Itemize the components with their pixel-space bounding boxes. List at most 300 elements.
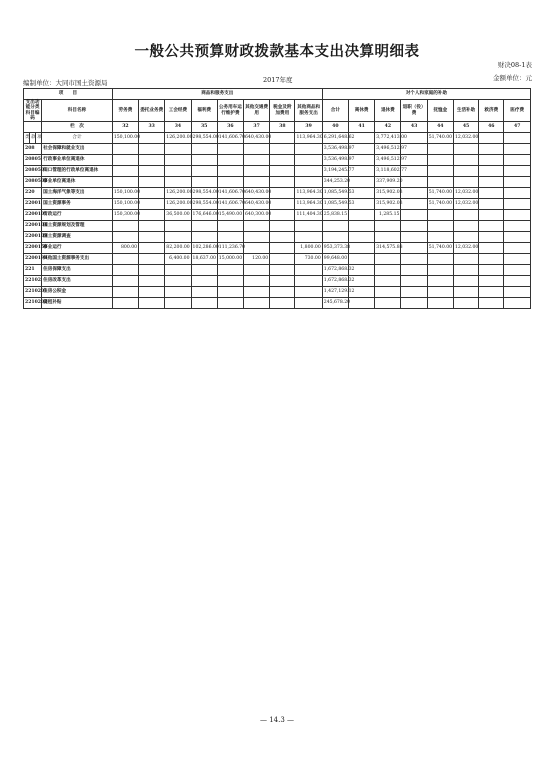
amount-cell: [427, 155, 453, 166]
amount-cell: [112, 232, 138, 243]
table-row: [24, 276, 531, 287]
amount-cell: [244, 155, 270, 166]
amount-cell: 315,902.03: [375, 199, 401, 210]
amount-cell: 3,194,245.77: [322, 166, 348, 177]
amount-cell: [139, 144, 165, 155]
amount-cell: [217, 144, 243, 155]
amount-cell: [165, 155, 191, 166]
col-header: 工会经费: [165, 100, 191, 122]
amount-cell: [244, 243, 270, 254]
amount-cell: 126,200.00: [165, 188, 191, 199]
table-row: [24, 188, 531, 199]
table-row: [24, 133, 531, 144]
amount-cell: [479, 298, 504, 309]
amount-cell: [270, 265, 295, 276]
amount-cell: 141,606.70: [217, 199, 243, 210]
col-number: 36: [217, 122, 243, 133]
amount-cell: 15,490.00: [217, 210, 243, 221]
amount-cell: [427, 254, 453, 265]
amount-cell: [427, 298, 453, 309]
amount-cell: 12,032.00: [453, 243, 478, 254]
amount-cell: [453, 166, 478, 177]
amount-cell: [139, 232, 165, 243]
amount-cell: 3,536,498.97: [322, 144, 348, 155]
table-row: [24, 232, 531, 243]
amount-cell: [349, 254, 375, 265]
col-header: 抚恤金: [427, 100, 453, 122]
table-row: [24, 254, 531, 265]
amount-cell: [453, 265, 478, 276]
page-number: — 14.3 —: [259, 716, 295, 724]
table-row: [24, 155, 531, 166]
function-code: 2210202: [24, 298, 42, 309]
amount-cell: [112, 155, 138, 166]
table-row: [24, 177, 531, 188]
amount-cell: [479, 188, 504, 199]
amount-cell: [139, 155, 165, 166]
amount-cell: 120.00: [244, 254, 270, 265]
amount-cell: [270, 166, 295, 177]
amount-cell: [217, 232, 243, 243]
function-code: 22102: [24, 276, 42, 287]
amount-cell: [453, 177, 478, 188]
col-header: 委托业务费: [139, 100, 165, 122]
amount-cell: [349, 177, 375, 188]
amount-cell: [270, 298, 295, 309]
col-number: 47: [504, 122, 531, 133]
amount-cell: [244, 177, 270, 188]
amount-cell: [217, 166, 243, 177]
function-code: 20805: [24, 155, 42, 166]
amount-cell: 245,678.20: [322, 298, 348, 309]
amount-cell: 640,300.00: [244, 210, 270, 221]
amount-cell: 126,200.00: [165, 199, 191, 210]
amount-cell: [112, 287, 138, 298]
amount-cell: [479, 199, 504, 210]
amount-cell: [139, 210, 165, 221]
amount-cell: 113,964.30: [295, 188, 322, 199]
function-code: 2210201: [24, 287, 42, 298]
amount-cell: 51,740.00: [427, 199, 453, 210]
amount-cell: [191, 232, 217, 243]
amount-cell: [504, 287, 531, 298]
amount-cell: [375, 254, 401, 265]
function-code: 22001: [24, 199, 42, 210]
form-code: 财决08-1表: [497, 61, 532, 69]
amount-cell: [217, 221, 243, 232]
col-number: 38: [270, 122, 295, 133]
function-code: 2200104: [24, 221, 42, 232]
amount-cell: [295, 144, 322, 155]
col-number: 44: [427, 122, 453, 133]
amount-cell: [295, 298, 322, 309]
amount-cell: [479, 232, 504, 243]
amount-cell: [504, 155, 531, 166]
amount-cell: [217, 155, 243, 166]
amount-cell: [139, 243, 165, 254]
amount-cell: 150,100.00: [112, 133, 138, 144]
amount-cell: [139, 199, 165, 210]
amount-cell: [401, 276, 427, 287]
amount-cell: [112, 276, 138, 287]
amount-cell: [112, 265, 138, 276]
amount-cell: [295, 177, 322, 188]
col-header: 其他商品和服务支出: [295, 100, 322, 122]
function-code: 2200101: [24, 210, 42, 221]
amount-cell: [479, 221, 504, 232]
table-row: [24, 221, 531, 232]
amount-cell: 113,964.30: [295, 133, 322, 144]
amount-cell: [479, 243, 504, 254]
amount-cell: [504, 254, 531, 265]
amount-cell: [270, 232, 295, 243]
amount-cell: [217, 287, 243, 298]
amount-cell: [349, 210, 375, 221]
function-code: 2200150: [24, 243, 42, 254]
amount-cell: 126,200.00: [165, 133, 191, 144]
amount-cell: 111,404.30: [295, 210, 322, 221]
amount-cell: [504, 276, 531, 287]
col-header: 退职（役）费: [401, 100, 427, 122]
subject-name: 住房保障支出: [42, 265, 113, 276]
amount-cell: [349, 298, 375, 309]
amount-cell: 298,554.00: [191, 188, 217, 199]
amount-cell: 730.00: [295, 254, 322, 265]
amount-cell: 3,496,512.97: [375, 144, 401, 155]
col-header: 公务用车运行维护费: [217, 100, 243, 122]
amount-cell: [244, 166, 270, 177]
amount-cell: [139, 287, 165, 298]
amount-cell: [453, 155, 478, 166]
amount-cell: 1,672,868.32: [322, 276, 348, 287]
amount-cell: [191, 144, 217, 155]
amount-cell: [244, 276, 270, 287]
col-header: 合计: [322, 100, 348, 122]
amount-cell: [479, 177, 504, 188]
amount-cell: 99,648.00: [322, 254, 348, 265]
amount-cell: [191, 221, 217, 232]
amount-cell: [427, 144, 453, 155]
header-row-groups: [24, 89, 531, 100]
amount-cell: [165, 166, 191, 177]
amount-cell: [244, 221, 270, 232]
amount-cell: [191, 166, 217, 177]
amount-cell: [401, 287, 427, 298]
amount-cell: 150,300.00: [112, 210, 138, 221]
amount-cell: [191, 177, 217, 188]
col-number: 39: [295, 122, 322, 133]
amount-cell: [427, 177, 453, 188]
amount-cell: [139, 254, 165, 265]
amount-cell: [112, 254, 138, 265]
amount-cell: [191, 265, 217, 276]
reporting-organization: 编制单位：大同市国土资源局: [23, 79, 108, 87]
amount-cell: [504, 221, 531, 232]
amount-cell: 102,286.00: [191, 243, 217, 254]
amount-cell: 315,902.03: [375, 188, 401, 199]
function-code: 2080502: [24, 177, 42, 188]
table-row: [24, 166, 531, 177]
amount-cell: [479, 133, 504, 144]
table-row: [24, 210, 531, 221]
amount-cell: [244, 144, 270, 155]
amount-cell: 150,100.00: [112, 188, 138, 199]
header-row-columns: [24, 100, 531, 122]
amount-cell: [244, 265, 270, 276]
amount-cell: [479, 166, 504, 177]
subject-name: 国土海洋气象等支出: [42, 188, 113, 199]
amount-cell: 12,032.00: [453, 133, 478, 144]
amount-cell: [165, 276, 191, 287]
col-number: 32: [112, 122, 138, 133]
col-header: 生活补助: [453, 100, 478, 122]
table-row: [24, 287, 531, 298]
amount-cell: [295, 287, 322, 298]
amount-cell: [244, 287, 270, 298]
amount-cell: [139, 166, 165, 177]
amount-cell: [427, 210, 453, 221]
amount-cell: [191, 276, 217, 287]
amount-cell: 150,100.00: [112, 199, 138, 210]
subject-name: 事业单位离退休: [42, 177, 113, 188]
amount-cell: [427, 232, 453, 243]
amount-cell: [479, 144, 504, 155]
amount-cell: 3,536,498.97: [322, 155, 348, 166]
col-number: 43: [401, 122, 427, 133]
col-header: 退休费: [375, 100, 401, 122]
subject-name: 事业运行: [42, 243, 113, 254]
col-number: 41: [349, 122, 375, 133]
col-header: 医疗费: [504, 100, 531, 122]
amount-cell: [479, 265, 504, 276]
col-number: 45: [453, 122, 478, 133]
amount-cell: [295, 265, 322, 276]
subject-name: 提租补贴: [42, 298, 113, 309]
project-header: 项 目: [24, 89, 113, 100]
amount-cell: [191, 287, 217, 298]
report-year: 2017年度: [263, 76, 293, 84]
amount-cell: [270, 287, 295, 298]
amount-cell: [165, 298, 191, 309]
amount-cell: 640,430.00: [244, 199, 270, 210]
function-code: 2200199: [24, 254, 42, 265]
total-label: 合计: [42, 133, 113, 144]
amount-cell: 82,200.00: [165, 243, 191, 254]
amount-cell: [504, 166, 531, 177]
amount-cell: [453, 232, 478, 243]
amount-cell: [453, 221, 478, 232]
amount-cell: [191, 298, 217, 309]
amount-cell: [504, 265, 531, 276]
amount-cell: 113,964.30: [295, 199, 322, 210]
column-number-row: [24, 122, 531, 133]
amount-cell: 1,085,549.53: [322, 199, 348, 210]
function-code: 221: [24, 265, 42, 276]
subject-name: 国土资源事务: [42, 199, 113, 210]
amount-cell: 1,285.15: [375, 210, 401, 221]
amount-cell: [479, 155, 504, 166]
amount-cell: 6,400.00: [165, 254, 191, 265]
amount-cell: [375, 221, 401, 232]
amount-cell: [191, 155, 217, 166]
amount-cell: [504, 243, 531, 254]
amount-cell: [401, 199, 427, 210]
amount-cell: [270, 133, 295, 144]
amount-cell: 51,740.00: [427, 188, 453, 199]
amount-cell: 111,236.70: [217, 243, 243, 254]
col-number: 33: [139, 122, 165, 133]
amount-cell: 3,496,512.97: [375, 155, 401, 166]
amount-cell: [139, 221, 165, 232]
amount-cell: [165, 287, 191, 298]
amount-cell: [139, 265, 165, 276]
amount-cell: [270, 199, 295, 210]
amount-cell: [375, 276, 401, 287]
amount-cell: 1,085,549.53: [322, 188, 348, 199]
amount-cell: [139, 276, 165, 287]
amount-cell: [165, 144, 191, 155]
amount-cell: [479, 276, 504, 287]
col-number: 34: [165, 122, 191, 133]
amount-cell: 51,740.00: [427, 243, 453, 254]
subject-name: 行政运行: [42, 210, 113, 221]
amount-cell: [349, 243, 375, 254]
amount-cell: [401, 221, 427, 232]
amount-cell: [112, 144, 138, 155]
goods-services-group-header: 商品和服务支出: [112, 89, 322, 100]
amount-cell: [401, 254, 427, 265]
amount-cell: [322, 232, 348, 243]
amount-cell: [270, 144, 295, 155]
amount-cell: 18,637.00: [191, 254, 217, 265]
amount-cell: [479, 210, 504, 221]
amount-cell: 141,606.70: [217, 133, 243, 144]
col-header: 劳务费: [112, 100, 138, 122]
amount-cell: [504, 210, 531, 221]
amount-cell: 298,554.00: [191, 199, 217, 210]
amount-cell: 344,253.20: [322, 177, 348, 188]
amount-cell: [401, 210, 427, 221]
column-number-label: 栏 次: [42, 122, 113, 133]
table-row: [24, 298, 531, 309]
amount-cell: [270, 221, 295, 232]
amount-cell: [270, 188, 295, 199]
amount-cell: 1,427,129.12: [322, 287, 348, 298]
amount-cell: [427, 287, 453, 298]
amount-cell: [453, 298, 478, 309]
amount-unit: 金额单位：元: [493, 74, 532, 82]
amount-cell: [401, 298, 427, 309]
subject-name: 国土资源调查: [42, 232, 113, 243]
amount-cell: [217, 276, 243, 287]
classification-marker-kuan: 款: [30, 133, 36, 144]
amount-cell: [295, 276, 322, 287]
amount-cell: [427, 276, 453, 287]
amount-cell: 800.00: [112, 243, 138, 254]
amount-cell: [401, 243, 427, 254]
amount-cell: 51,740.00: [427, 133, 453, 144]
amount-cell: [295, 221, 322, 232]
amount-cell: [139, 298, 165, 309]
amount-cell: 12,032.00: [453, 188, 478, 199]
amount-cell: [217, 298, 243, 309]
function-code: 220: [24, 188, 42, 199]
classification-marker-lei: 类: [24, 133, 30, 144]
amount-cell: [270, 210, 295, 221]
amount-cell: [165, 265, 191, 276]
col-number: 37: [244, 122, 270, 133]
classification-marker-xiang: 项: [36, 133, 42, 144]
amount-cell: [165, 221, 191, 232]
amount-cell: [139, 133, 165, 144]
amount-cell: [453, 254, 478, 265]
subject-name-header: 科目名称: [42, 100, 113, 122]
amount-cell: [504, 188, 531, 199]
amount-cell: 640,430.00: [244, 133, 270, 144]
amount-cell: [504, 232, 531, 243]
amount-cell: [270, 177, 295, 188]
amount-cell: [322, 221, 348, 232]
amount-cell: [504, 133, 531, 144]
amount-cell: [165, 232, 191, 243]
amount-cell: [504, 177, 531, 188]
amount-cell: [427, 166, 453, 177]
subject-name: 其他国土资源事务支出: [42, 254, 113, 265]
col-header: 救济费: [479, 100, 504, 122]
function-code: 208: [24, 144, 42, 155]
amount-cell: [427, 265, 453, 276]
amount-cell: [349, 221, 375, 232]
subject-name: 住房改革支出: [42, 276, 113, 287]
amount-cell: [244, 298, 270, 309]
amount-cell: [270, 276, 295, 287]
amount-cell: [504, 199, 531, 210]
function-code: 2200109: [24, 232, 42, 243]
col-header: 其他交通费用: [244, 100, 270, 122]
amount-cell: [112, 177, 138, 188]
amount-cell: 6,291,648.62: [322, 133, 348, 144]
subject-name: 国土资源规划及管理: [42, 221, 113, 232]
amount-cell: 141,606.70: [217, 188, 243, 199]
amount-cell: [112, 221, 138, 232]
amount-cell: [375, 298, 401, 309]
amount-cell: [349, 232, 375, 243]
table-row: [24, 199, 531, 210]
subject-name: 行政事业单位离退休: [42, 155, 113, 166]
amount-cell: [295, 166, 322, 177]
function-code-header: 支出功能分类科目编码: [24, 100, 42, 122]
amount-cell: [375, 232, 401, 243]
amount-cell: 314,575.88: [375, 243, 401, 254]
amount-cell: [270, 254, 295, 265]
col-number: 46: [479, 122, 504, 133]
amount-cell: [401, 232, 427, 243]
amount-cell: [375, 265, 401, 276]
amount-cell: [453, 144, 478, 155]
table-row: [24, 243, 531, 254]
amount-cell: [139, 188, 165, 199]
amount-cell: 12,032.00: [453, 199, 478, 210]
amount-cell: [165, 177, 191, 188]
amount-cell: 953,373.38: [322, 243, 348, 254]
amount-cell: 3,772,413.00: [375, 133, 401, 144]
subject-name: 住房公积金: [42, 287, 113, 298]
amount-cell: [427, 221, 453, 232]
amount-cell: [112, 166, 138, 177]
amount-cell: 25,838.15: [322, 210, 348, 221]
amount-cell: [504, 144, 531, 155]
personal-subsidy-group-header: 对个人和家庭的补助: [322, 89, 530, 100]
